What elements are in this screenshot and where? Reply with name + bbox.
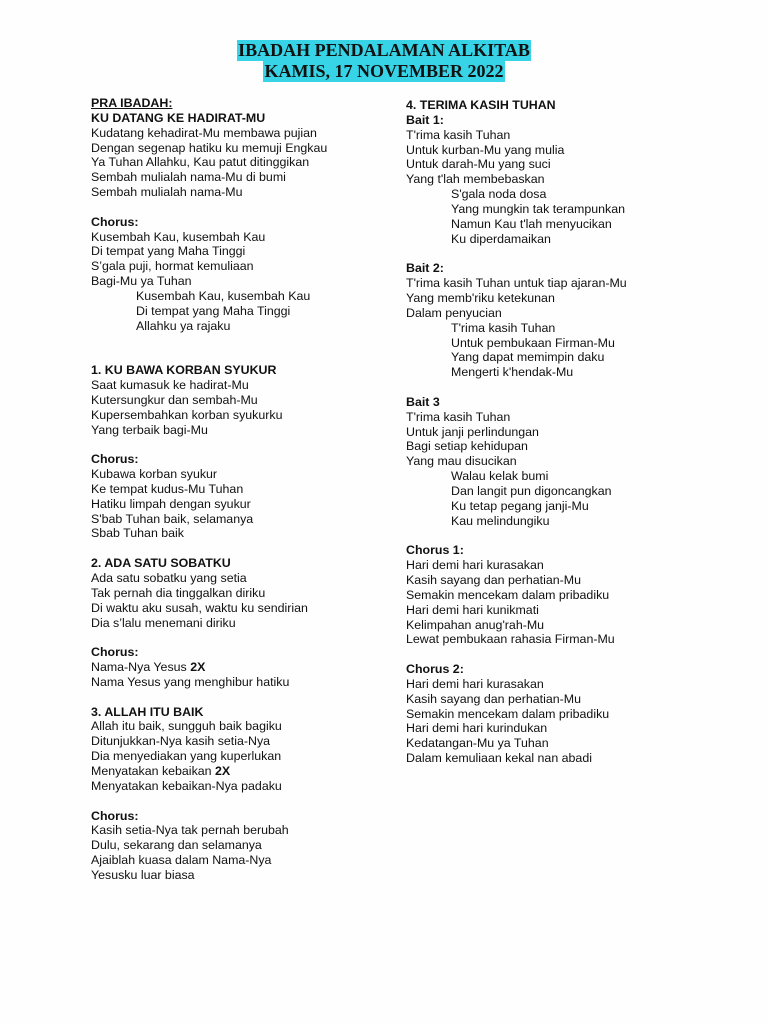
- section-heading: [406, 395, 736, 410]
- lyric-line: [406, 588, 736, 603]
- line-text: 1. KU BAWA KORBAN SYUKUR: [91, 363, 277, 378]
- line-text: T'rima kasih Tuhan untuk tiap ajaran-Mu: [406, 276, 627, 291]
- line-text: T'rima kasih Tuhan: [406, 409, 511, 424]
- line-text: Menyatakan kebaikan: [91, 763, 215, 778]
- lyric-line: [406, 632, 736, 647]
- document-title: IBADAH PENDALAMAN ALKITAB: [238, 40, 530, 60]
- line-text: Kau melindungiku: [451, 513, 550, 528]
- line-text: Kupersembahkan korban syukurku: [91, 407, 283, 422]
- line-text: 3. ALLAH ITU BAIK: [91, 704, 204, 719]
- line-text: Nama Yesus yang menghibur hatiku: [91, 674, 290, 689]
- lyric-line: [91, 749, 391, 764]
- line-text: Dengan segenap hatiku ku memuji Engkau: [91, 140, 328, 155]
- lyric-line: [91, 526, 391, 541]
- line-text: Ku tetap pegang janji-Mu: [451, 498, 589, 513]
- line-text: Untuk kurban-Mu yang mulia: [406, 142, 565, 157]
- lyric-line: [406, 573, 736, 588]
- line-text: Lewat pembukaan rahasia Firman-Mu: [406, 632, 615, 647]
- lyric-line: [406, 454, 736, 469]
- line-text: Chorus 1:: [406, 543, 464, 558]
- lyric-line: [91, 259, 391, 274]
- spacer: [406, 528, 736, 543]
- line-text: Yesusku luar biasa: [91, 867, 195, 882]
- line-text: Di tempat yang Maha Tinggi: [91, 244, 246, 259]
- spacer: [91, 437, 391, 452]
- line-text: Saat kumasuk ke hadirat-Mu: [91, 378, 249, 393]
- lyric-line: [91, 571, 391, 586]
- lyric-line: [91, 497, 391, 512]
- section-heading: [91, 809, 391, 824]
- section-heading: [406, 98, 736, 113]
- lyric-line: [406, 751, 736, 766]
- line-text: Kusembah Kau, kusembah Kau: [136, 288, 311, 303]
- line-text: Dia menyediakan yang kuperlukan: [91, 749, 282, 764]
- lyric-line: [91, 304, 391, 319]
- spacer: [406, 246, 736, 261]
- lyric-line: [91, 853, 391, 868]
- lyric-line: [406, 721, 736, 736]
- line-text: 4. TERIMA KASIH TUHAN: [406, 98, 556, 112]
- line-text: Bait 1:: [406, 112, 444, 127]
- line-text: Semakin mencekam dalam pribadiku: [406, 706, 610, 721]
- lyric-line: [406, 187, 736, 202]
- line-text: S'gala noda dosa: [451, 187, 547, 202]
- document-date: KAMIS, 17 NOVEMBER 2022: [264, 61, 504, 81]
- lyric-line: [91, 408, 391, 423]
- spacer: [91, 541, 391, 556]
- line-text: Di tempat yang Maha Tinggi: [136, 303, 291, 318]
- line-text: Hari demi hari kurasakan: [406, 558, 544, 573]
- line-text: Kudatang kehadirat-Mu membawa pujian: [91, 125, 317, 140]
- lyric-line: [91, 289, 391, 304]
- line-text: Hari demi hari kunikmati: [406, 602, 539, 617]
- line-text: Nama-Nya Yesus: [91, 660, 191, 675]
- lyric-line: [406, 410, 736, 425]
- line-text: Yang memb'riku ketekunan: [406, 290, 555, 305]
- lyric-line: [91, 141, 391, 156]
- lyric-line: [406, 618, 736, 633]
- section-heading: [406, 662, 736, 677]
- right-column: [406, 98, 736, 766]
- section-heading: [91, 96, 391, 111]
- lyric-line: [406, 143, 736, 158]
- line-text: Yang t'lah membebaskan: [406, 172, 545, 187]
- lyric-line: [91, 868, 391, 883]
- line-text: Semakin mencekam dalam pribadiku: [406, 587, 610, 602]
- line-text: Di waktu aku susah, waktu ku sendirian: [91, 600, 308, 615]
- line-text: Bait 3: [406, 394, 440, 409]
- lyric-line: [406, 484, 736, 499]
- line-text: Namun Kau t'lah menyucikan: [451, 216, 612, 231]
- section-heading: [91, 645, 391, 660]
- line-text: Ke tempat kudus-Mu Tuhan: [91, 481, 244, 496]
- section-heading: [91, 215, 391, 230]
- line-text: Allah itu baik, sungguh baik bagiku: [91, 719, 282, 734]
- lyric-line: [91, 823, 391, 838]
- line-text: Hatiku limpah dengan syukur: [91, 496, 251, 511]
- lyric-line: [406, 707, 736, 722]
- line-text: Menyatakan kebaikan-Nya padaku: [91, 778, 282, 793]
- lyric-line: [91, 838, 391, 853]
- line-text: Dalam kemuliaan kekal nan abadi: [406, 751, 592, 766]
- spacer: [91, 348, 391, 363]
- line-text: Kelimpahan anug'rah-Mu: [406, 617, 545, 632]
- line-text: Kasih sayang dan perhatian-Mu: [406, 573, 581, 587]
- line-text: Tak pernah dia tinggalkan diriku: [91, 585, 266, 600]
- lyric-line: [91, 764, 391, 779]
- lyric-line: [406, 692, 736, 707]
- lyric-line: [406, 172, 736, 187]
- lyric-line: [91, 170, 391, 185]
- left-column: [91, 96, 391, 883]
- line-text: Allahku ya rajaku: [136, 318, 231, 333]
- line-text: Yang dapat memimpin daku: [451, 350, 605, 365]
- line-text: Chorus:: [91, 214, 139, 229]
- repeat-marker: 2X: [190, 660, 206, 675]
- line-text: Chorus:: [91, 452, 139, 467]
- lyric-line: [406, 128, 736, 143]
- lyric-line: [406, 499, 736, 514]
- lyric-line: [406, 350, 736, 365]
- line-text: Hari demi hari kurasakan: [406, 676, 544, 691]
- line-text: Ajaiblah kuasa dalam Nama-Nya: [91, 853, 272, 868]
- line-text: Bait 2:: [406, 261, 444, 276]
- spacer: [91, 690, 391, 705]
- lyric-line: [91, 244, 391, 259]
- line-text: Dalam penyucian: [406, 305, 502, 320]
- lyric-line: [406, 514, 736, 529]
- lyric-line: [406, 306, 736, 321]
- line-text: Yang mau disucikan: [406, 454, 517, 469]
- lyric-line: [406, 439, 736, 454]
- line-text: Untuk pembukaan Firman-Mu: [451, 335, 615, 350]
- line-text: Yang terbaik bagi-Mu: [91, 422, 208, 437]
- section-heading: [406, 543, 736, 558]
- line-text: Kusembah Kau, kusembah Kau: [91, 229, 266, 244]
- line-text: Untuk janji perlindungan: [406, 424, 539, 439]
- spacer: [91, 334, 391, 349]
- lyric-line: [406, 365, 736, 380]
- line-text: Kubawa korban syukur: [91, 467, 218, 482]
- lyric-line: [91, 393, 391, 408]
- lyric-line: [406, 321, 736, 336]
- section-heading: [91, 556, 391, 571]
- line-text: Dan langit pun digoncangkan: [451, 483, 612, 498]
- section-heading: [91, 363, 391, 378]
- lyric-line: [91, 512, 391, 527]
- spacer: [406, 380, 736, 395]
- lyric-line: [91, 319, 391, 334]
- lyric-line: [91, 482, 391, 497]
- lyric-line: [91, 719, 391, 734]
- line-text: T'rima kasih Tuhan: [451, 320, 556, 335]
- line-text: Sembah mulialah nama-Mu di bumi: [91, 170, 286, 185]
- lyric-line: [91, 779, 391, 794]
- line-text: Yang mungkin tak terampunkan: [451, 201, 626, 216]
- line-text: Walau kelak bumi: [451, 469, 549, 484]
- lyric-line: [91, 675, 391, 690]
- line-text: Chorus 2:: [406, 662, 464, 677]
- lyric-line: [91, 274, 391, 289]
- lyric-line: [91, 423, 391, 438]
- line-text: Kasih sayang dan perhatian-Mu: [406, 691, 581, 706]
- spacer: [91, 200, 391, 215]
- line-text: PRA IBADAH:: [91, 96, 173, 110]
- document-header: [0, 40, 768, 82]
- line-text: Ditunjukkan-Nya kasih setia-Nya: [91, 734, 271, 749]
- lyric-line: [406, 202, 736, 217]
- line-text: Ya Tuhan Allahku, Kau patut ditinggikan: [91, 155, 310, 170]
- lyric-line: [406, 469, 736, 484]
- line-text: Hari demi hari kurindukan: [406, 721, 548, 736]
- lyric-line: [406, 232, 736, 247]
- section-heading: [406, 113, 736, 128]
- line-text: Kasih setia-Nya tak pernah berubah: [91, 823, 289, 838]
- line-text: Dulu, sekarang dan selamanya: [91, 838, 262, 853]
- lyric-line: [91, 660, 391, 675]
- lyric-line: [91, 230, 391, 245]
- lyric-line: [91, 586, 391, 601]
- lyric-line: [91, 467, 391, 482]
- lyric-line: [406, 157, 736, 172]
- line-text: S'bab Tuhan baik, selamanya: [91, 511, 254, 526]
- lyric-line: [406, 336, 736, 351]
- line-text: Bagi-Mu ya Tuhan: [91, 274, 192, 289]
- lyric-line: [91, 616, 391, 631]
- lyric-line: [406, 425, 736, 440]
- lyric-line: [91, 734, 391, 749]
- section-heading: [91, 452, 391, 467]
- line-text: Ku diperdamaikan: [451, 231, 551, 246]
- line-text: Chorus:: [91, 645, 139, 660]
- line-text: 2. ADA SATU SOBATKU: [91, 556, 231, 571]
- section-heading: [406, 261, 736, 276]
- lyric-line: [91, 601, 391, 616]
- line-text: KU DATANG KE HADIRAT-MU: [91, 110, 266, 125]
- section-heading: [91, 111, 391, 126]
- line-text: Chorus:: [91, 808, 139, 823]
- spacer: [91, 630, 391, 645]
- lyric-line: [406, 291, 736, 306]
- lyric-line: [406, 736, 736, 751]
- line-text: Kedatangan-Mu ya Tuhan: [406, 736, 549, 751]
- line-text: Mengerti k'hendak-Mu: [451, 365, 574, 380]
- line-text: Bagi setiap kehidupan: [406, 439, 528, 454]
- lyric-line: [406, 276, 736, 291]
- lyric-line: [406, 603, 736, 618]
- line-text: Ada satu sobatku yang setia: [91, 571, 247, 585]
- line-text: Untuk darah-Mu yang suci: [406, 157, 551, 172]
- section-heading: [91, 705, 391, 720]
- spacer: [406, 647, 736, 662]
- lyric-line: [406, 677, 736, 692]
- line-text: T'rima kasih Tuhan: [406, 127, 511, 142]
- lyric-line: [91, 155, 391, 170]
- line-text: Kutersungkur dan sembah-Mu: [91, 392, 258, 407]
- lyric-line: [406, 558, 736, 573]
- line-text: Sbab Tuhan baik: [91, 526, 185, 541]
- line-text: S’gala puji, hormat kemuliaan: [91, 259, 254, 274]
- lyric-line: [91, 126, 391, 141]
- line-text: Sembah mulialah nama-Mu: [91, 185, 243, 200]
- repeat-marker: 2X: [215, 763, 231, 778]
- lyric-line: [406, 217, 736, 232]
- lyric-line: [91, 378, 391, 393]
- line-text: Dia s’lalu menemani diriku: [91, 615, 236, 630]
- spacer: [91, 794, 391, 809]
- lyric-line: [91, 185, 391, 200]
